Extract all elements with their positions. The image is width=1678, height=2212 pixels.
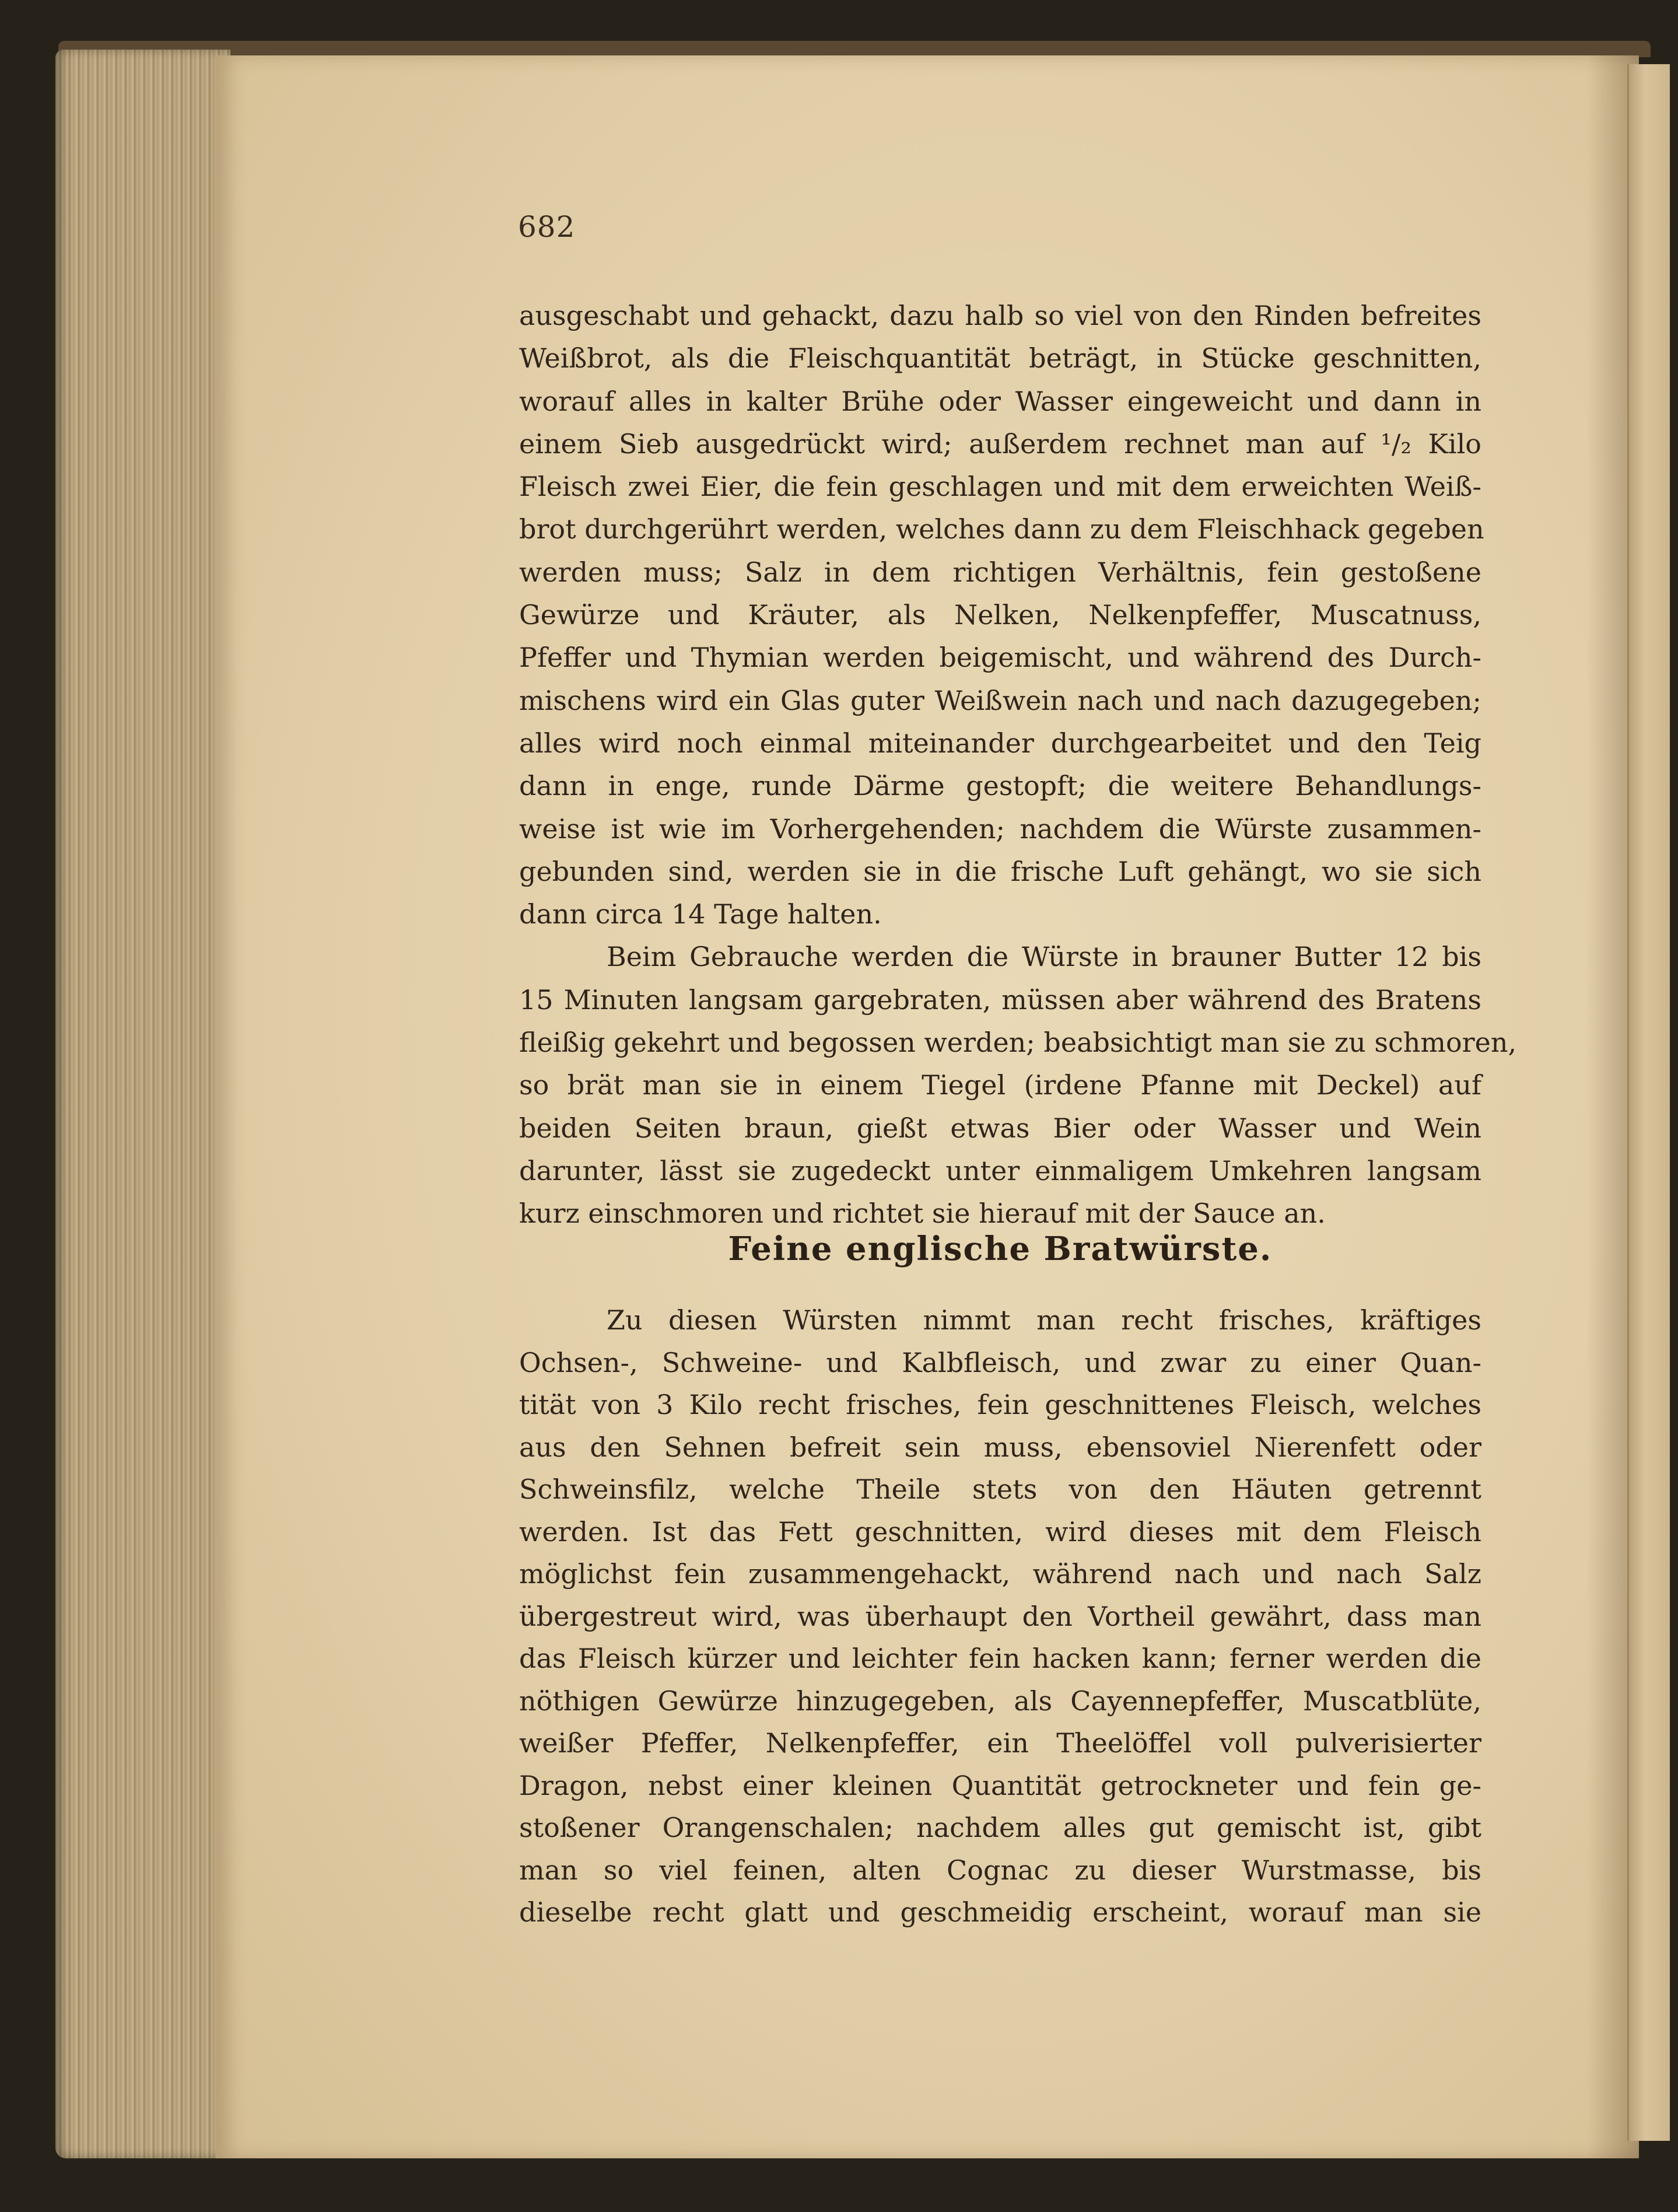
text-line: brot durchgerührt werden, welches dann zu dem Fleischhack gegeben bbox=[519, 513, 1484, 545]
text-line: Ochsen-, Schweine- und Kalbfleisch, und zwar zu einer Quan- bbox=[519, 1346, 1481, 1378]
text-line: werden. Ist das Fett geschnitten, wird dieses mit dem Fleisch bbox=[519, 1516, 1481, 1548]
text-line: mischens wird ein Glas guter Weißwein nach und nach dazugegeben; bbox=[519, 684, 1481, 716]
text-line: nöthigen Gewürze hinzugegeben, als Cayennepfeffer, Muscatblüte, bbox=[519, 1685, 1481, 1717]
text-line: tität von 3 Kilo recht frisches, fein geschnittenes Fleisch, welches bbox=[519, 1389, 1481, 1420]
text-line: Gewürze und Kräuter, als Nelken, Nelkenpfeffer, Muscatnuss, bbox=[519, 599, 1481, 631]
text-line: 15 Minuten langsam gargebraten, müssen aber während des Bratens bbox=[519, 984, 1481, 1016]
text-line: Fleisch zwei Eier, die fein geschlagen und mit dem erweichten Weiß- bbox=[519, 471, 1481, 503]
text-line: Schweinsfilz, welche Theile stets von den Häuten getrennt bbox=[519, 1474, 1481, 1505]
text-line: Weißbrot, als die Fleischquantität beträgt, in Stücke geschnitten, bbox=[519, 342, 1481, 374]
text-line: gebunden sind, werden sie in die frische Luft gehängt, wo sie sich bbox=[519, 855, 1481, 887]
text-line: fleißig gekehrt und begossen werden; beabsichtigt man sie zu schmoren, bbox=[519, 1027, 1517, 1059]
text-line: möglichst fein zusammengehackt, während nach und nach Salz bbox=[519, 1558, 1481, 1590]
text-line: dieselbe recht glatt und geschmeidig erscheint, worauf man sie bbox=[519, 1896, 1481, 1928]
text-line: werden muss; Salz in dem richtigen Verhältnis, fein gestoßene bbox=[519, 556, 1481, 588]
text-line: weißer Pfeffer, Nelkenpfeffer, ein Theelöffel voll pulverisierter bbox=[519, 1727, 1481, 1759]
page-number: 682 bbox=[518, 210, 576, 244]
book-cover-edge bbox=[58, 41, 1651, 57]
text-line: aus den Sehnen befreit sein muss, ebensoviel Nierenfett oder bbox=[519, 1431, 1481, 1463]
text-line: Zu diesen Würsten nimmt man recht frisches, kräftiges bbox=[607, 1304, 1481, 1336]
text-line: weise ist wie im Vorhergehenden; nachdem die Würste zusammen- bbox=[519, 813, 1481, 845]
text-line: man so viel feinen, alten Cognac zu dieser Wurstmasse, bis bbox=[519, 1854, 1481, 1886]
text-line: dann circa 14 Tage halten. bbox=[519, 898, 882, 930]
text-line: alles wird noch einmal miteinander durchgearbeitet und den Teig bbox=[519, 727, 1481, 759]
text-line: Dragon, nebst einer kleinen Quantität getrockneter und fein ge- bbox=[519, 1769, 1481, 1801]
text-line: kurz einschmoren und richtet sie hierauf mit der Sauce an. bbox=[519, 1198, 1326, 1230]
facing-page-edge bbox=[1627, 64, 1670, 2141]
text-line: ausgeschabt und gehackt, dazu halb so viel von den Rinden befreites bbox=[519, 300, 1481, 331]
text-line: beiden Seiten braun, gießt etwas Bier oder Wasser und Wein bbox=[519, 1112, 1481, 1144]
text-line: Beim Gebrauche werden die Würste in brauner Butter 12 bis bbox=[607, 941, 1481, 973]
text-block-top bbox=[519, 295, 1517, 1236]
text-line: worauf alles in kalter Brühe oder Wasser eingeweicht und dann in bbox=[519, 385, 1481, 417]
text-block-section bbox=[519, 1299, 1481, 1934]
text-line: so brät man sie in einem Tiegel (irdene Pfanne mit Deckel) auf bbox=[519, 1069, 1481, 1101]
text-line: dann in enge, runde Därme gestopft; die weitere Behandlungs- bbox=[519, 770, 1481, 802]
text-line: das Fleisch kürzer und leichter fein hacken kann; ferner werden die bbox=[519, 1643, 1481, 1674]
section-heading: Feine englische Bratwürste. bbox=[728, 1230, 1273, 1268]
page-edges bbox=[55, 50, 230, 2158]
text-line: stoßener Orangenschalen; nachdem alles gut gemischt ist, gibt bbox=[519, 1812, 1481, 1843]
text-line: übergestreut wird, was überhaupt den Vortheil gewährt, dass man bbox=[519, 1600, 1481, 1632]
text-line: darunter, lässt sie zugedeckt unter einmaligem Umkehren langsam bbox=[519, 1154, 1481, 1186]
text-line: Pfeffer und Thymian werden beigemischt, und während des Durch- bbox=[519, 642, 1481, 674]
text-line: einem Sieb ausgedrückt wird; außerdem rechnet man auf ¹/₂ Kilo bbox=[519, 428, 1481, 460]
